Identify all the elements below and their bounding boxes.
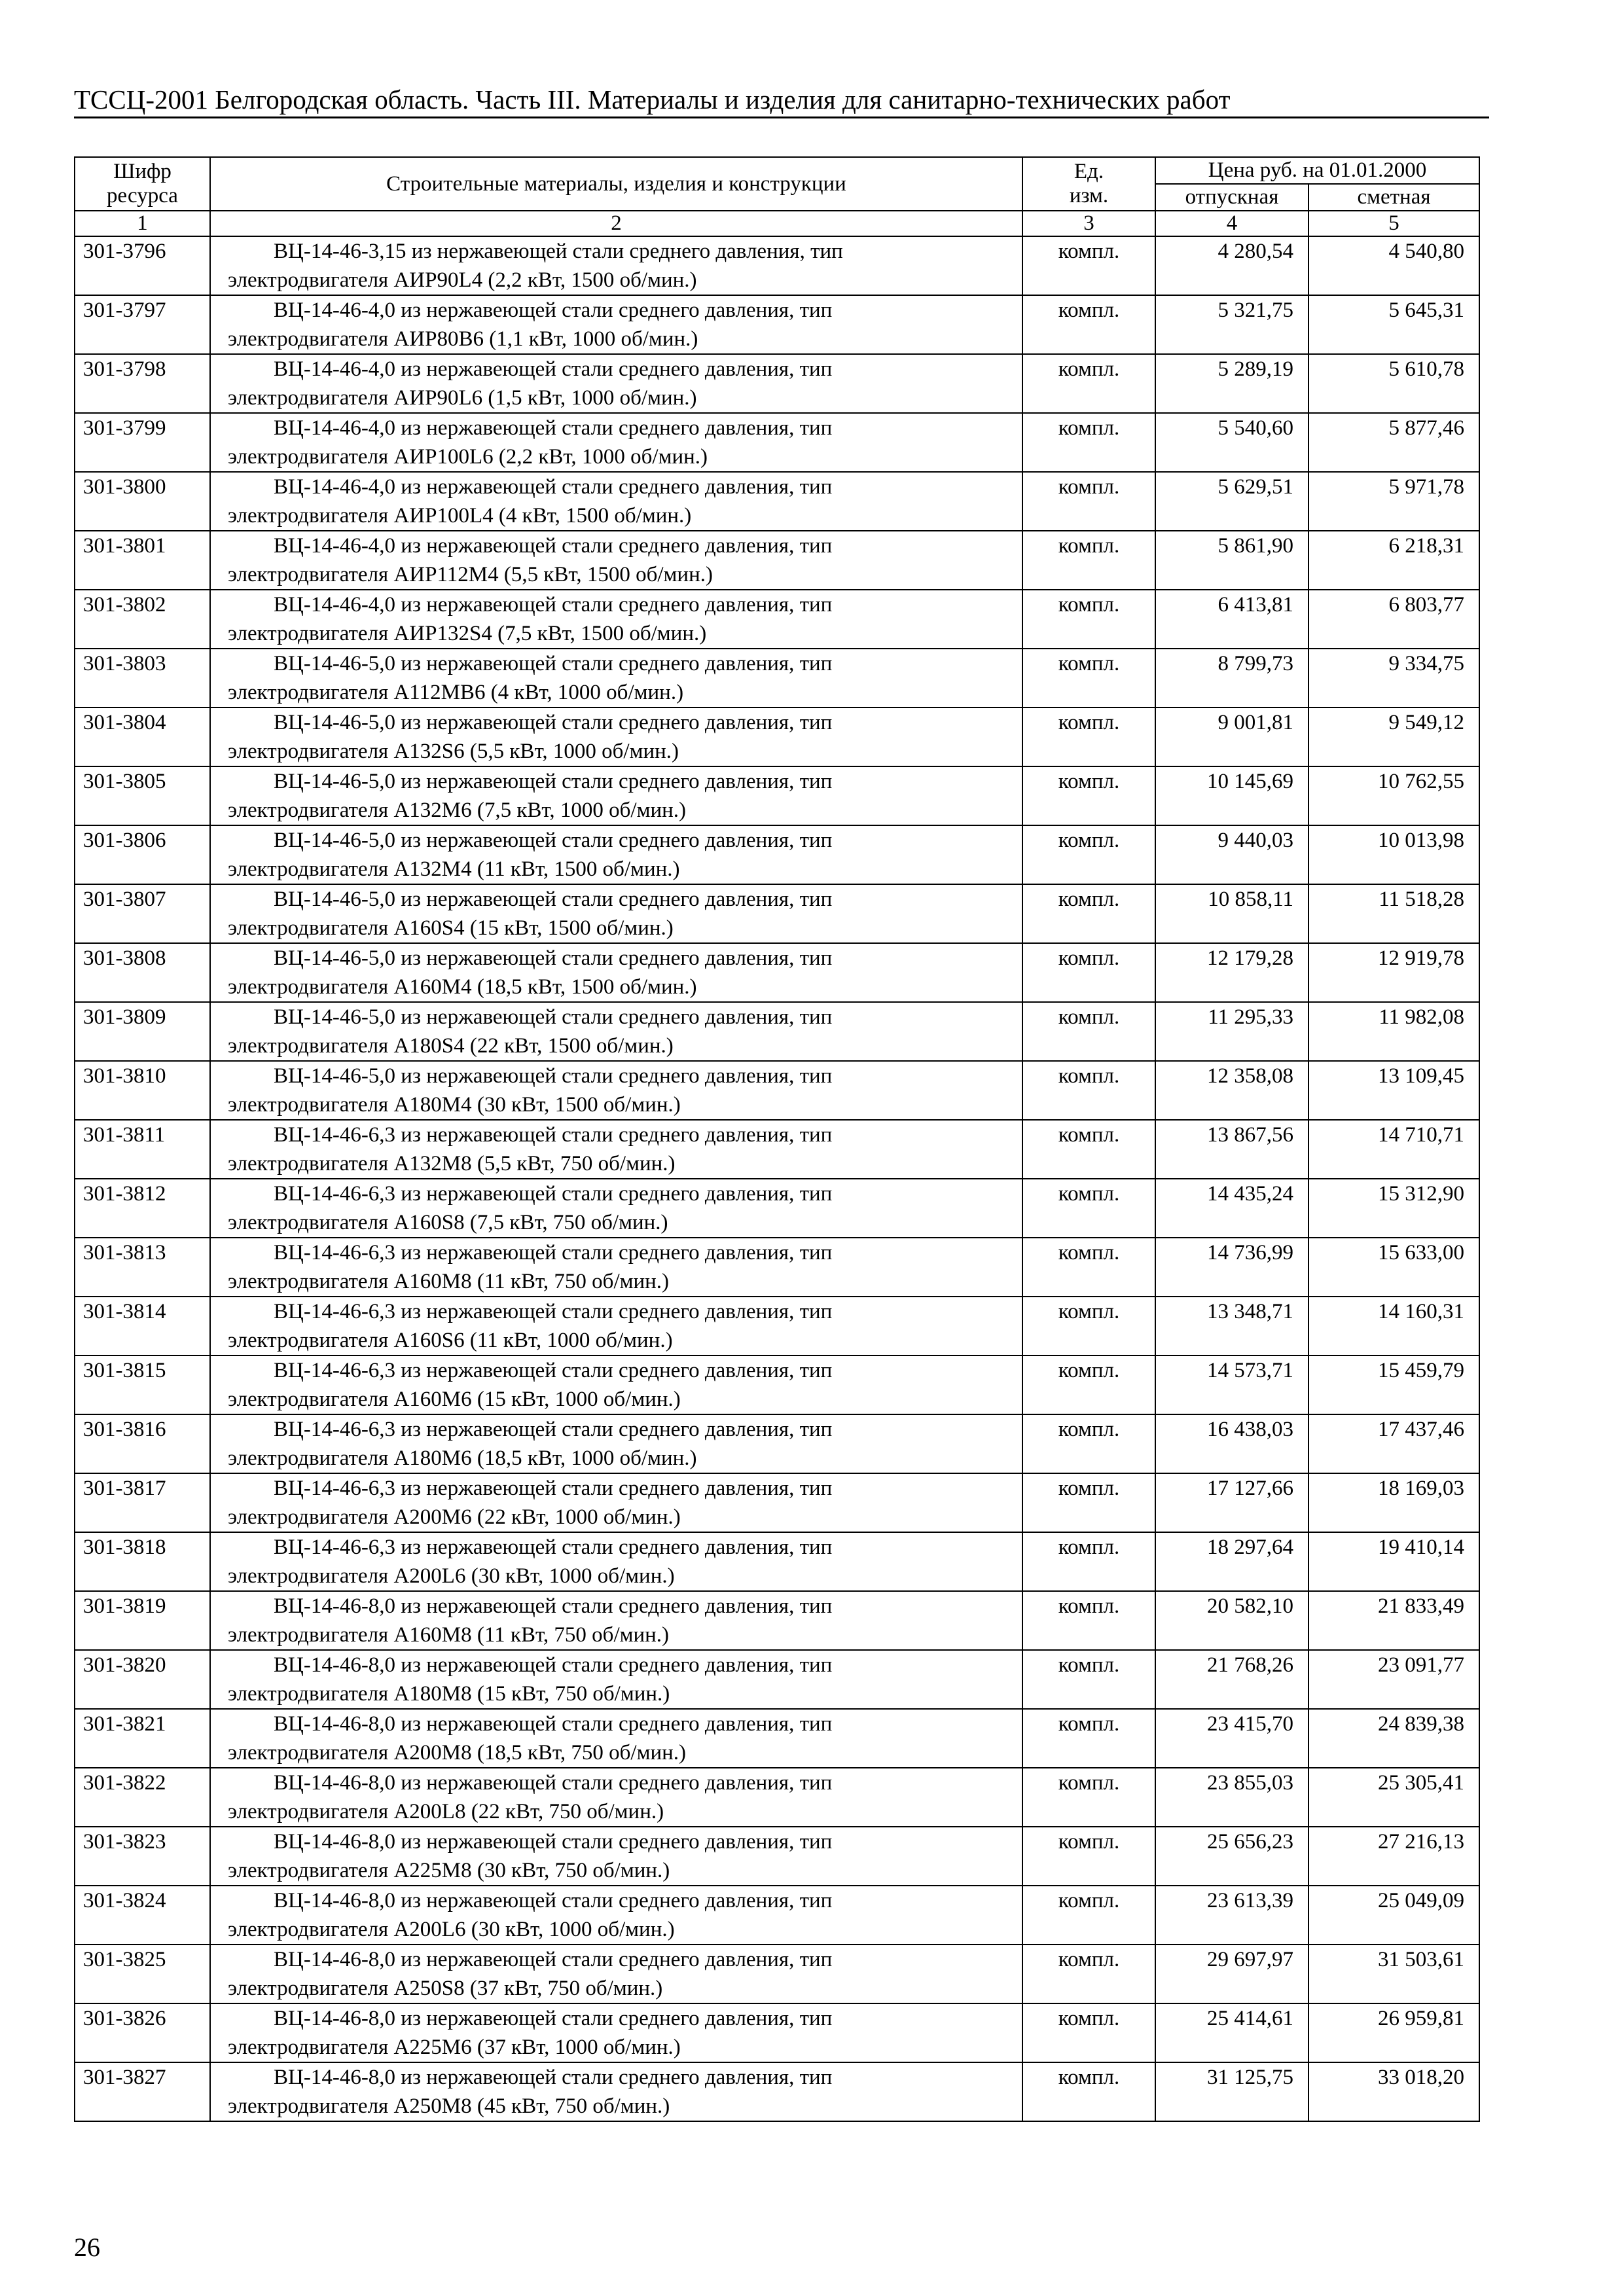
price-estimate: 14 710,71 bbox=[1308, 1120, 1479, 1179]
resource-code: 301-3821 bbox=[75, 1709, 210, 1768]
unit-header-line1: Ед. bbox=[1074, 160, 1104, 183]
resource-code: 301-3809 bbox=[75, 1002, 210, 1061]
price-release: 14 573,71 bbox=[1155, 1355, 1308, 1414]
material-name bbox=[210, 1650, 1022, 1709]
resource-code: 301-3800 bbox=[75, 472, 210, 531]
price-release: 12 179,28 bbox=[1155, 943, 1308, 1002]
material-name bbox=[210, 1297, 1022, 1355]
price-release: 12 358,08 bbox=[1155, 1061, 1308, 1120]
material-name-line2: электродвигателя А132S6 (5,5 кВт, 1000 об/мин.) bbox=[228, 740, 679, 763]
material-name-line1: ВЦ-14-46-6,3 из нержавеющей стали среднего давления, тип bbox=[274, 1359, 833, 1382]
price-release: 13 867,56 bbox=[1155, 1120, 1308, 1179]
material-name-line1: ВЦ-14-46-8,0 из нержавеющей стали среднего давления, тип bbox=[274, 1889, 833, 1912]
price-release: 10 858,11 bbox=[1155, 884, 1308, 943]
table-row bbox=[75, 1179, 1479, 1238]
unit-header-line2: изм. bbox=[1069, 184, 1109, 207]
unit-of-measure: компл. bbox=[1022, 1061, 1155, 1120]
material-name-line2: электродвигателя А160S8 (7,5 кВт, 750 об/мин.) bbox=[228, 1211, 668, 1234]
column-number: 4 bbox=[1155, 211, 1308, 236]
material-name-line2: электродвигателя А160S6 (11 кВт, 1000 об/мин.) bbox=[228, 1329, 673, 1352]
price-release: 25 656,23 bbox=[1155, 1827, 1308, 1886]
table-row bbox=[75, 236, 1479, 295]
material-name-line1: ВЦ-14-46-8,0 из нержавеющей стали среднего давления, тип bbox=[274, 1653, 833, 1677]
table-row bbox=[75, 1061, 1479, 1120]
unit-of-measure: компл. bbox=[1022, 1709, 1155, 1768]
material-name bbox=[210, 472, 1022, 531]
unit-of-measure: компл. bbox=[1022, 1650, 1155, 1709]
material-name-line1: ВЦ-14-46-5,0 из нержавеющей стали среднего давления, тип bbox=[274, 946, 833, 970]
table-row bbox=[75, 2062, 1479, 2121]
table-row bbox=[75, 1120, 1479, 1179]
resource-code: 301-3806 bbox=[75, 825, 210, 884]
table-row bbox=[75, 413, 1479, 472]
table-row bbox=[75, 1650, 1479, 1709]
price-estimate: 21 833,49 bbox=[1308, 1591, 1479, 1650]
table-row bbox=[75, 1414, 1479, 1473]
price-release: 5 861,90 bbox=[1155, 531, 1308, 590]
material-name-line2: электродвигателя А225М6 (37 кВт, 1000 об/мин.) bbox=[228, 2036, 681, 2059]
price-estimate: 25 305,41 bbox=[1308, 1768, 1479, 1827]
price-estimate: 10 762,55 bbox=[1308, 766, 1479, 825]
material-name-line1: ВЦ-14-46-6,3 из нержавеющей стали среднего давления, тип bbox=[274, 1300, 833, 1323]
price-release: 23 855,03 bbox=[1155, 1768, 1308, 1827]
unit-of-measure: компл. bbox=[1022, 766, 1155, 825]
material-name-line1: ВЦ-14-46-5,0 из нержавеющей стали среднего давления, тип bbox=[274, 770, 833, 793]
column-number: 1 bbox=[75, 211, 210, 236]
price-release: 5 540,60 bbox=[1155, 413, 1308, 472]
material-name bbox=[210, 1238, 1022, 1297]
price-release: 25 414,61 bbox=[1155, 2003, 1308, 2062]
material-name-line2: электродвигателя А180М4 (30 кВт, 1500 об/мин.) bbox=[228, 1093, 681, 1117]
material-name-line1: ВЦ-14-46-6,3 из нержавеющей стали среднего давления, тип bbox=[274, 1477, 833, 1500]
price-release: 16 438,03 bbox=[1155, 1414, 1308, 1473]
material-name-line2: электродвигателя А132М6 (7,5 кВт, 1000 об/мин.) bbox=[228, 798, 687, 822]
resource-code: 301-3812 bbox=[75, 1179, 210, 1238]
resource-code: 301-3827 bbox=[75, 2062, 210, 2121]
resource-code: 301-3825 bbox=[75, 1945, 210, 2003]
table-row bbox=[75, 943, 1479, 1002]
material-name-line2: электродвигателя АИР90L4 (2,2 кВт, 1500 об/мин.) bbox=[228, 268, 697, 292]
resource-code: 301-3811 bbox=[75, 1120, 210, 1179]
table-body bbox=[75, 236, 1479, 2121]
material-name bbox=[210, 649, 1022, 708]
table-row bbox=[75, 1591, 1479, 1650]
material-name-line1: ВЦ-14-46-5,0 из нержавеющей стали среднего давления, тип bbox=[274, 888, 833, 911]
price-estimate: 31 503,61 bbox=[1308, 1945, 1479, 2003]
material-name-line2: электродвигателя А132М8 (5,5 кВт, 750 об/мин.) bbox=[228, 1152, 676, 1175]
material-name-line2: электродвигателя А160М4 (18,5 кВт, 1500 об/мин.) bbox=[228, 975, 697, 999]
price-estimate: 9 334,75 bbox=[1308, 649, 1479, 708]
price-estimate: 15 633,00 bbox=[1308, 1238, 1479, 1297]
material-name-line1: ВЦ-14-46-5,0 из нержавеющей стали среднего давления, тип bbox=[274, 652, 833, 675]
material-name-line1: ВЦ-14-46-5,0 из нержавеющей стали среднего давления, тип bbox=[274, 1064, 833, 1088]
material-name bbox=[210, 825, 1022, 884]
material-name-line2: электродвигателя А200М8 (18,5 кВт, 750 об/мин.) bbox=[228, 1741, 687, 1765]
material-name bbox=[210, 1886, 1022, 1945]
unit-of-measure: компл. bbox=[1022, 884, 1155, 943]
material-name-line2: электродвигателя А160М8 (11 кВт, 750 об/мин.) bbox=[228, 1623, 670, 1647]
table-row bbox=[75, 1297, 1479, 1355]
material-name-line1: ВЦ-14-46-4,0 из нержавеющей стали среднего давления, тип bbox=[274, 534, 833, 558]
material-name bbox=[210, 708, 1022, 766]
unit-of-measure: компл. bbox=[1022, 1179, 1155, 1238]
column-header-code bbox=[75, 157, 210, 211]
unit-of-measure: компл. bbox=[1022, 2062, 1155, 2121]
page-header-title: ТССЦ-2001 Белгородская область. Часть III. Материалы и изделия для санитарно-технических работ bbox=[74, 84, 1231, 115]
unit-of-measure: компл. bbox=[1022, 2003, 1155, 2062]
column-number: 3 bbox=[1022, 211, 1155, 236]
price-release: 14 435,24 bbox=[1155, 1179, 1308, 1238]
price-estimate: 5 645,31 bbox=[1308, 295, 1479, 354]
material-name bbox=[210, 1532, 1022, 1591]
material-name-line1: ВЦ-14-46-6,3 из нержавеющей стали среднего давления, тип bbox=[274, 1241, 833, 1265]
price-estimate: 18 169,03 bbox=[1308, 1473, 1479, 1532]
price-estimate: 6 803,77 bbox=[1308, 590, 1479, 649]
material-name bbox=[210, 943, 1022, 1002]
unit-of-measure: компл. bbox=[1022, 1768, 1155, 1827]
table-row bbox=[75, 649, 1479, 708]
material-name-line2: электродвигателя АИР112М4 (5,5 кВт, 1500 об/мин.) bbox=[228, 563, 713, 586]
material-name-line1: ВЦ-14-46-6,3 из нержавеющей стали среднего давления, тип bbox=[274, 1182, 833, 1206]
unit-of-measure: компл. bbox=[1022, 1120, 1155, 1179]
material-name bbox=[210, 884, 1022, 943]
price-release: 8 799,73 bbox=[1155, 649, 1308, 708]
material-name-line2: электродвигателя АИР80В6 (1,1 кВт, 1000 об/мин.) bbox=[228, 327, 698, 351]
material-name-line2: электродвигателя АИР100L6 (2,2 кВт, 1000 об/мин.) bbox=[228, 445, 708, 469]
resource-code: 301-3808 bbox=[75, 943, 210, 1002]
table-row bbox=[75, 884, 1479, 943]
column-number: 5 bbox=[1308, 211, 1479, 236]
unit-of-measure: компл. bbox=[1022, 236, 1155, 295]
table-row bbox=[75, 1768, 1479, 1827]
resource-code: 301-3823 bbox=[75, 1827, 210, 1886]
column-header-unit bbox=[1022, 157, 1155, 211]
material-name-line2: электродвигателя А160М8 (11 кВт, 750 об/мин.) bbox=[228, 1270, 670, 1293]
price-estimate: 17 437,46 bbox=[1308, 1414, 1479, 1473]
unit-of-measure: компл. bbox=[1022, 1532, 1155, 1591]
material-name-line1: ВЦ-14-46-4,0 из нержавеющей стали среднего давления, тип bbox=[274, 298, 833, 322]
price-release: 17 127,66 bbox=[1155, 1473, 1308, 1532]
material-name-line2: электродвигателя А200L6 (30 кВт, 1000 об/мин.) bbox=[228, 1918, 675, 1941]
material-name-line2: электродвигателя А200L8 (22 кВт, 750 об/мин.) bbox=[228, 1800, 664, 1823]
price-release: 31 125,75 bbox=[1155, 2062, 1308, 2121]
table-row bbox=[75, 1473, 1479, 1532]
material-name bbox=[210, 1945, 1022, 2003]
material-name-line1: ВЦ-14-46-4,0 из нержавеющей стали среднего давления, тип bbox=[274, 593, 833, 617]
material-name-line2: электродвигателя АИР90L6 (1,5 кВт, 1000 об/мин.) bbox=[228, 386, 697, 410]
unit-of-measure: компл. bbox=[1022, 825, 1155, 884]
unit-of-measure: компл. bbox=[1022, 413, 1155, 472]
price-release: 20 582,10 bbox=[1155, 1591, 1308, 1650]
page-number: 26 bbox=[74, 2233, 100, 2262]
resource-code: 301-3805 bbox=[75, 766, 210, 825]
material-name bbox=[210, 1179, 1022, 1238]
price-release: 14 736,99 bbox=[1155, 1238, 1308, 1297]
resource-code: 301-3796 bbox=[75, 236, 210, 295]
resource-code: 301-3817 bbox=[75, 1473, 210, 1532]
unit-of-measure: компл. bbox=[1022, 1238, 1155, 1297]
resource-code: 301-3819 bbox=[75, 1591, 210, 1650]
material-name-line2: электродвигателя АИР100L4 (4 кВт, 1500 об/мин.) bbox=[228, 504, 692, 528]
resource-code: 301-3815 bbox=[75, 1355, 210, 1414]
resource-code: 301-3799 bbox=[75, 413, 210, 472]
material-name-line1: ВЦ-14-46-6,3 из нержавеющей стали среднего давления, тип bbox=[274, 1535, 833, 1559]
unit-of-measure: компл. bbox=[1022, 472, 1155, 531]
material-name bbox=[210, 531, 1022, 590]
resource-code: 301-3801 bbox=[75, 531, 210, 590]
price-release: 18 297,64 bbox=[1155, 1532, 1308, 1591]
material-name-line1: ВЦ-14-46-8,0 из нержавеющей стали среднего давления, тип bbox=[274, 1594, 833, 1618]
unit-of-measure: компл. bbox=[1022, 1886, 1155, 1945]
price-estimate: 11 518,28 bbox=[1308, 884, 1479, 943]
material-name bbox=[210, 295, 1022, 354]
resource-code: 301-3826 bbox=[75, 2003, 210, 2062]
price-estimate: 5 877,46 bbox=[1308, 413, 1479, 472]
material-name bbox=[210, 413, 1022, 472]
unit-of-measure: компл. bbox=[1022, 354, 1155, 413]
unit-of-measure: компл. bbox=[1022, 1297, 1155, 1355]
table-row bbox=[75, 1945, 1479, 2003]
price-estimate: 27 216,13 bbox=[1308, 1827, 1479, 1886]
price-estimate: 15 459,79 bbox=[1308, 1355, 1479, 1414]
resource-code: 301-3816 bbox=[75, 1414, 210, 1473]
column-number: 2 bbox=[210, 211, 1022, 236]
table-row bbox=[75, 472, 1479, 531]
resource-code: 301-3798 bbox=[75, 354, 210, 413]
material-name bbox=[210, 354, 1022, 413]
material-name bbox=[210, 1355, 1022, 1414]
material-name-line1: ВЦ-14-46-3,15 из нержавеющей стали среднего давления, тип bbox=[274, 240, 843, 263]
material-name-line2: электродвигателя А180S4 (22 кВт, 1500 об/мин.) bbox=[228, 1034, 674, 1058]
unit-of-measure: компл. bbox=[1022, 1473, 1155, 1532]
material-name bbox=[210, 1120, 1022, 1179]
material-name-line2: электродвигателя А250М8 (45 кВт, 750 об/мин.) bbox=[228, 2094, 670, 2118]
unit-of-measure: компл. bbox=[1022, 1355, 1155, 1414]
price-estimate: 5 971,78 bbox=[1308, 472, 1479, 531]
price-estimate: 26 959,81 bbox=[1308, 2003, 1479, 2062]
price-release: 23 415,70 bbox=[1155, 1709, 1308, 1768]
resource-code: 301-3807 bbox=[75, 884, 210, 943]
unit-of-measure: компл. bbox=[1022, 649, 1155, 708]
material-name bbox=[210, 1473, 1022, 1532]
unit-of-measure: компл. bbox=[1022, 1414, 1155, 1473]
price-release: 11 295,33 bbox=[1155, 1002, 1308, 1061]
material-name-line2: электродвигателя А200L6 (30 кВт, 1000 об/мин.) bbox=[228, 1564, 675, 1588]
material-name bbox=[210, 1827, 1022, 1886]
material-name bbox=[210, 766, 1022, 825]
table-row bbox=[75, 2003, 1479, 2062]
price-estimate: 19 410,14 bbox=[1308, 1532, 1479, 1591]
price-release: 5 289,19 bbox=[1155, 354, 1308, 413]
unit-of-measure: компл. bbox=[1022, 295, 1155, 354]
table-row bbox=[75, 766, 1479, 825]
material-name bbox=[210, 2003, 1022, 2062]
resource-code: 301-3803 bbox=[75, 649, 210, 708]
material-name-line2: электродвигателя А132М4 (11 кВт, 1500 об/мин.) bbox=[228, 857, 680, 881]
material-name-line2: электродвигателя А180М8 (15 кВт, 750 об/мин.) bbox=[228, 1682, 670, 1706]
material-name-line1: ВЦ-14-46-5,0 из нержавеющей стали среднего давления, тип bbox=[274, 1005, 833, 1029]
price-release: 5 629,51 bbox=[1155, 472, 1308, 531]
price-release: 21 768,26 bbox=[1155, 1650, 1308, 1709]
material-name bbox=[210, 1709, 1022, 1768]
resource-code: 301-3824 bbox=[75, 1886, 210, 1945]
resource-code: 301-3797 bbox=[75, 295, 210, 354]
unit-of-measure: компл. bbox=[1022, 1945, 1155, 2003]
unit-of-measure: компл. bbox=[1022, 708, 1155, 766]
table-row bbox=[75, 354, 1479, 413]
material-name bbox=[210, 1591, 1022, 1650]
table-row bbox=[75, 1532, 1479, 1591]
price-estimate: 15 312,90 bbox=[1308, 1179, 1479, 1238]
table-row bbox=[75, 1238, 1479, 1297]
table-row bbox=[75, 1002, 1479, 1061]
table-row bbox=[75, 295, 1479, 354]
column-header-price-release: отпускная bbox=[1155, 184, 1308, 211]
material-name-line2: электродвигателя А250S8 (37 кВт, 750 об/мин.) bbox=[228, 1977, 663, 2000]
table-row bbox=[75, 1886, 1479, 1945]
material-name-line2: электродвигателя АИР132S4 (7,5 кВт, 1500 об/мин.) bbox=[228, 622, 707, 645]
price-estimate: 4 540,80 bbox=[1308, 236, 1479, 295]
material-name-line1: ВЦ-14-46-5,0 из нержавеющей стали среднего давления, тип bbox=[274, 711, 833, 734]
unit-of-measure: компл. bbox=[1022, 1591, 1155, 1650]
table-row bbox=[75, 1355, 1479, 1414]
column-number-row bbox=[75, 211, 1479, 236]
table-row bbox=[75, 1709, 1479, 1768]
resource-code: 301-3802 bbox=[75, 590, 210, 649]
material-name-line1: ВЦ-14-46-6,3 из нержавеющей стали среднего давления, тип bbox=[274, 1123, 833, 1147]
price-release: 9 440,03 bbox=[1155, 825, 1308, 884]
price-release: 10 145,69 bbox=[1155, 766, 1308, 825]
unit-of-measure: компл. bbox=[1022, 531, 1155, 590]
price-estimate: 5 610,78 bbox=[1308, 354, 1479, 413]
resource-code: 301-3822 bbox=[75, 1768, 210, 1827]
unit-of-measure: компл. bbox=[1022, 1002, 1155, 1061]
code-header-line1: Шифр bbox=[113, 160, 171, 183]
price-release: 29 697,97 bbox=[1155, 1945, 1308, 2003]
material-name-line2: электродвигателя А180М6 (18,5 кВт, 1000 об/мин.) bbox=[228, 1446, 697, 1470]
material-name bbox=[210, 1414, 1022, 1473]
material-name-line1: ВЦ-14-46-5,0 из нержавеющей стали среднего давления, тип bbox=[274, 829, 833, 852]
material-name-line1: ВЦ-14-46-8,0 из нержавеющей стали среднего давления, тип bbox=[274, 2007, 833, 2030]
material-name bbox=[210, 1061, 1022, 1120]
material-name bbox=[210, 1768, 1022, 1827]
material-name-line2: электродвигателя А112МВ6 (4 кВт, 1000 об/мин.) bbox=[228, 681, 684, 704]
material-name-line1: ВЦ-14-46-6,3 из нержавеющей стали среднего давления, тип bbox=[274, 1418, 833, 1441]
price-estimate: 9 549,12 bbox=[1308, 708, 1479, 766]
price-release: 6 413,81 bbox=[1155, 590, 1308, 649]
table-row bbox=[75, 1827, 1479, 1886]
unit-of-measure: компл. bbox=[1022, 1827, 1155, 1886]
price-estimate: 6 218,31 bbox=[1308, 531, 1479, 590]
material-name bbox=[210, 236, 1022, 295]
resource-code: 301-3813 bbox=[75, 1238, 210, 1297]
material-name-line2: электродвигателя А225М8 (30 кВт, 750 об/мин.) bbox=[228, 1859, 670, 1882]
material-name bbox=[210, 590, 1022, 649]
resource-code: 301-3814 bbox=[75, 1297, 210, 1355]
resource-code: 301-3804 bbox=[75, 708, 210, 766]
column-header-price-group: Цена руб. на 01.01.2000 bbox=[1155, 157, 1479, 184]
material-name-line1: ВЦ-14-46-4,0 из нержавеющей стали среднего давления, тип bbox=[274, 475, 833, 499]
price-release: 4 280,54 bbox=[1155, 236, 1308, 295]
material-name-line1: ВЦ-14-46-8,0 из нержавеющей стали среднего давления, тип bbox=[274, 2066, 833, 2089]
resource-code: 301-3810 bbox=[75, 1061, 210, 1120]
unit-of-measure: компл. bbox=[1022, 943, 1155, 1002]
resource-code: 301-3820 bbox=[75, 1650, 210, 1709]
price-estimate: 14 160,31 bbox=[1308, 1297, 1479, 1355]
unit-of-measure: компл. bbox=[1022, 590, 1155, 649]
column-header-name: Строительные материалы, изделия и конструкции bbox=[210, 157, 1022, 211]
price-release: 13 348,71 bbox=[1155, 1297, 1308, 1355]
column-header-price-estimate: сметная bbox=[1308, 184, 1479, 211]
material-name bbox=[210, 2062, 1022, 2121]
price-estimate: 11 982,08 bbox=[1308, 1002, 1479, 1061]
price-release: 9 001,81 bbox=[1155, 708, 1308, 766]
price-release: 5 321,75 bbox=[1155, 295, 1308, 354]
header-rule bbox=[74, 117, 1489, 118]
material-name-line1: ВЦ-14-46-8,0 из нержавеющей стали среднего давления, тип bbox=[274, 1830, 833, 1854]
price-estimate: 23 091,77 bbox=[1308, 1650, 1479, 1709]
price-table bbox=[74, 156, 1480, 2122]
material-name-line2: электродвигателя А160S4 (15 кВт, 1500 об/мин.) bbox=[228, 916, 674, 940]
material-name-line1: ВЦ-14-46-4,0 из нержавеющей стали среднего давления, тип bbox=[274, 357, 833, 381]
table-row bbox=[75, 531, 1479, 590]
table-row bbox=[75, 590, 1479, 649]
material-name-line2: электродвигателя А200М6 (22 кВт, 1000 об/мин.) bbox=[228, 1505, 681, 1529]
price-release: 23 613,39 bbox=[1155, 1886, 1308, 1945]
material-name-line1: ВЦ-14-46-4,0 из нержавеющей стали среднего давления, тип bbox=[274, 416, 833, 440]
price-estimate: 10 013,98 bbox=[1308, 825, 1479, 884]
table-row bbox=[75, 825, 1479, 884]
table-row bbox=[75, 708, 1479, 766]
material-name bbox=[210, 1002, 1022, 1061]
price-estimate: 12 919,78 bbox=[1308, 943, 1479, 1002]
material-name-line1: ВЦ-14-46-8,0 из нержавеющей стали среднего давления, тип bbox=[274, 1712, 833, 1736]
table-header-row bbox=[75, 157, 1479, 184]
code-header-line2: ресурса bbox=[107, 184, 178, 207]
price-estimate: 13 109,45 bbox=[1308, 1061, 1479, 1120]
material-name-line1: ВЦ-14-46-8,0 из нержавеющей стали среднего давления, тип bbox=[274, 1948, 833, 1971]
resource-code: 301-3818 bbox=[75, 1532, 210, 1591]
price-estimate: 24 839,38 bbox=[1308, 1709, 1479, 1768]
price-estimate: 25 049,09 bbox=[1308, 1886, 1479, 1945]
material-name-line2: электродвигателя А160М6 (15 кВт, 1000 об/мин.) bbox=[228, 1388, 681, 1411]
material-name-line1: ВЦ-14-46-8,0 из нержавеющей стали среднего давления, тип bbox=[274, 1771, 833, 1795]
price-estimate: 33 018,20 bbox=[1308, 2062, 1479, 2121]
